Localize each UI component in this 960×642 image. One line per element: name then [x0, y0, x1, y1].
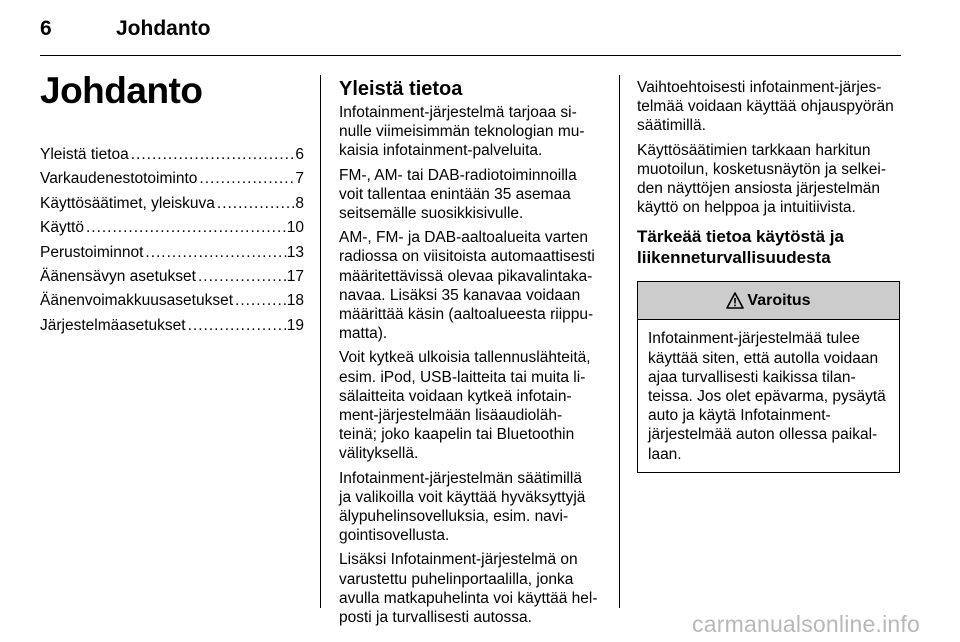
- toc-entry-title: Yleistä tietoa: [40, 146, 129, 163]
- toc-entry: [40, 146, 304, 170]
- paragraph: Lisäksi Infotainment-järjestelmä on varustettu puhelinportaalilla, jonka avulla matkapuhelinta voi käyttää hel- posti ja turvallisesti autossa.: [339, 551, 598, 627]
- paragraph: Infotainment-järjestelmän säätimillä ja valikoilla voit käyttää hyväksyttyjä älypuhelinsovelluksia, esim. navi- gointisovellusta.: [339, 469, 586, 545]
- page-number: 6: [40, 17, 52, 40]
- toc-entry: [40, 268, 304, 292]
- toc-entry-title: Varkaudenestotoiminto: [40, 170, 198, 188]
- toc-entry: [40, 244, 304, 268]
- toc-entry-title: Perustoiminnot: [40, 243, 144, 261]
- table-of-contents: [40, 146, 304, 341]
- warning-title: Varoitus: [747, 292, 811, 310]
- paragraph: Voit kytkeä ulkoisia tallennuslähteitä, esim. iPod, USB-laitteita tai muita li- sälaitteita voidaan kytkeä infotain- ment-järjestelmään lisäaudioläh- teinä; joko kaapelin tai Bluetoothin välityksellä.: [339, 349, 591, 463]
- column-general-info: [339, 78, 603, 632]
- toc-entry-page: 10: [286, 219, 304, 237]
- toc-entry-page: 18: [286, 292, 304, 310]
- column-safety-info: [637, 78, 900, 473]
- paragraph: Vaihtoehtoisesti infotainment-järjes- telmää voidaan käyttää ohjauspyörän säätimillä.: [637, 79, 894, 135]
- toc-entry-page: 8: [295, 194, 304, 212]
- toc-leader-dots: [197, 170, 295, 188]
- paragraph-group: [637, 78, 900, 217]
- toc-entry: [40, 292, 304, 316]
- toc-entry-title: Äänenvoimakkuusasetukset: [40, 292, 234, 310]
- paragraph: Käyttösäätimien tarkkaan harkitun muotoilun, kosketusnäytön ja selkei- den näyttöjen ansiosta järjestelmän käyttö on helppoa ja intuitiivista.: [637, 141, 886, 217]
- toc-leader-dots: [196, 268, 287, 286]
- toc-entry-title: Käyttösäätimet, yleiskuva: [40, 194, 215, 212]
- toc-entry-title: Äänensävyn asetukset: [40, 267, 196, 285]
- toc-leader-dots: [84, 219, 287, 237]
- warning-box: [637, 281, 900, 472]
- toc-entry-title: Käyttö: [40, 219, 84, 237]
- toc-entry: [40, 170, 304, 194]
- toc-entry-page: 19: [286, 316, 304, 334]
- toc-entry: [40, 317, 304, 341]
- toc-entry-page: 6: [295, 146, 304, 163]
- subsection-heading-text: Tärkeää tietoa käytöstä ja liikenneturvallisuudesta: [637, 227, 844, 267]
- warning-text: Infotainment-järjestelmää tulee käyttää siten, että autolla voidaan ajaa turvallisesti kaikissa tilan- teissa. Jos olet epävarma, pysäytä auto ja käytä Infotainment- järjestelmää auton ollessa paikal- laan.: [648, 330, 886, 463]
- toc-entry: [40, 195, 304, 219]
- warning-header: [638, 282, 899, 320]
- toc-leader-dots: [233, 292, 287, 310]
- toc-leader-dots: [186, 317, 287, 335]
- toc-leader-dots: [143, 244, 286, 262]
- paragraph: AM-, FM- ja DAB-aaltoalueita varten radiossa on viisitoista automaattisesti määritettävissä olevaa pikavalintaka- navaa. Lisäksi 35 kanavaa voidaan määrittää käsin (aaltoalueesta riippu- matta).: [339, 229, 595, 343]
- toc-leader-dots: [129, 146, 296, 164]
- paragraph: Infotainment-järjestelmä tarjoaa si- nulle viimeisimmän teknologian mu- kaisia infotainment-palveluita.: [339, 104, 585, 160]
- toc-entry-title: Järjestelmäasetukset: [40, 316, 186, 334]
- header-divider: [40, 55, 901, 56]
- column-divider-left: [320, 75, 321, 608]
- paragraph: FM-, AM- tai DAB-radiotoiminnoilla voit tallentaa enintään 35 asemaa seitsemälle suosikkisivulle.: [339, 166, 577, 223]
- watermark: carmanualsonline.info: [692, 611, 920, 637]
- toc-leader-dots: [215, 195, 295, 213]
- warning-triangle-icon: [726, 292, 744, 309]
- paragraph-group: [339, 103, 603, 627]
- running-header-title: Johdanto: [116, 17, 211, 40]
- toc-entry-page: 17: [286, 267, 304, 285]
- chapter-title: Johdanto: [40, 70, 203, 111]
- toc-entry-page: 13: [286, 243, 304, 261]
- column-divider-right: [619, 75, 620, 608]
- subsection-heading: [637, 227, 900, 268]
- toc-entry: [40, 219, 304, 243]
- section-heading: Yleistä tietoa: [339, 78, 463, 100]
- running-header: [40, 17, 211, 41]
- toc-entry-page: 7: [295, 170, 304, 188]
